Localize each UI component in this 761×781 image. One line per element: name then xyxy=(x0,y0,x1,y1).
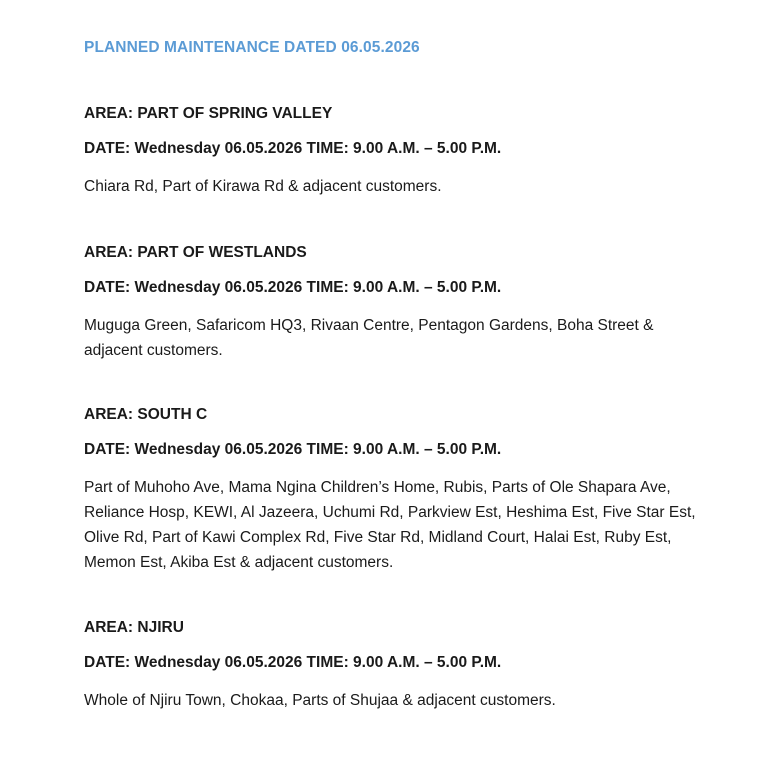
area-heading: AREA: SOUTH C xyxy=(84,406,208,423)
maintenance-section xyxy=(84,104,721,199)
affected-locations: Part of Muhoho Ave, Mama Ngina Children’s Home, Rubis, Parts of Ole Shapara Ave, Reliance Hosp, KEWI, Al Jazeera, Uchumi Rd, Parkview Est, Heshima Est, Five Star Est, Olive Rd, Part of Kawi Complex Rd, Five Star Rd, Midland Court, Halai Est, Ruby Est, Memon Est, Akiba Est & adjacent customers. xyxy=(84,479,696,571)
document-title: PLANNED MAINTENANCE DATED 06.05.2026 xyxy=(84,39,420,56)
maintenance-section xyxy=(84,405,721,575)
affected-locations: Muguga Green, Safaricom HQ3, Rivaan Centre, Pentagon Gardens, Boha Street & adjacent customers. xyxy=(84,317,654,359)
affected-locations: Whole of Njiru Town, Chokaa, Parts of Shujaa & adjacent customers. xyxy=(84,692,556,709)
area-heading: AREA: PART OF WESTLANDS xyxy=(84,244,307,261)
affected-locations: Chiara Rd, Part of Kirawa Rd & adjacent customers. xyxy=(84,178,442,195)
maintenance-section xyxy=(84,243,721,363)
date-time-line: DATE: Wednesday 06.05.2026 TIME: 9.00 A.M. – 5.00 P.M. xyxy=(84,140,502,157)
date-time-line: DATE: Wednesday 06.05.2026 TIME: 9.00 A.M. – 5.00 P.M. xyxy=(84,441,502,458)
area-heading: AREA: PART OF SPRING VALLEY xyxy=(84,105,333,122)
maintenance-section xyxy=(84,618,721,713)
area-heading: AREA: NJIRU xyxy=(84,619,184,636)
date-time-line: DATE: Wednesday 06.05.2026 TIME: 9.00 A.M. – 5.00 P.M. xyxy=(84,654,502,671)
date-time-line: DATE: Wednesday 06.05.2026 TIME: 9.00 A.M. – 5.00 P.M. xyxy=(84,279,502,296)
